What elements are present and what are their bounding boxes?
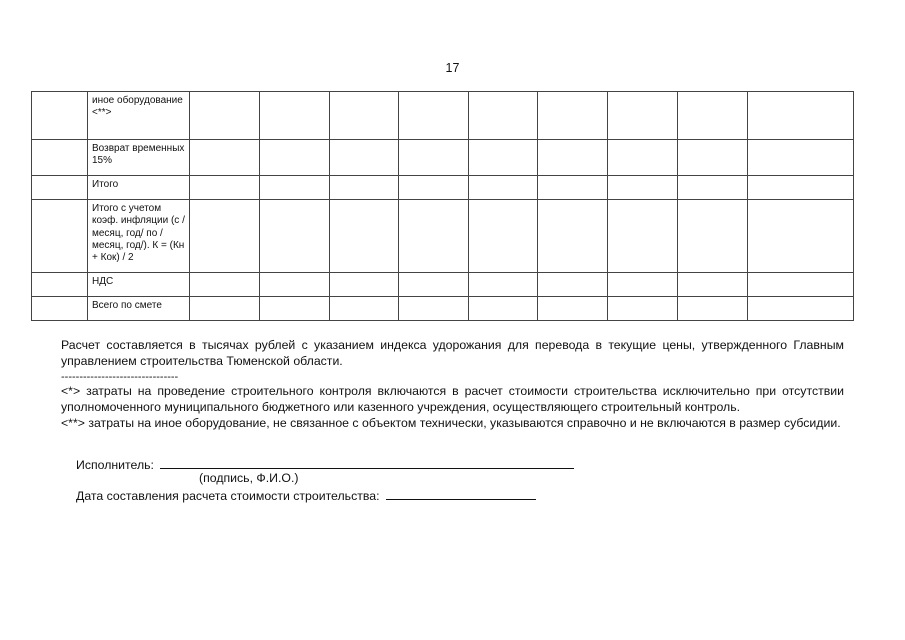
- table-row: [32, 200, 854, 273]
- value-cell: [399, 200, 469, 273]
- row-label: НДС: [88, 273, 190, 297]
- value-cell: [748, 92, 854, 140]
- page-number: 17: [445, 61, 460, 75]
- estimate-table: [31, 91, 854, 321]
- value-cell: [608, 176, 678, 200]
- value-cell: [678, 176, 748, 200]
- executor-row: [76, 456, 574, 473]
- row-number-cell: [32, 273, 88, 297]
- value-cell: [190, 200, 260, 273]
- value-cell: [399, 176, 469, 200]
- value-cell: [538, 200, 608, 273]
- value-cell: [538, 176, 608, 200]
- value-cell: [748, 140, 854, 176]
- footnote-2: <**> затраты на иное оборудование, не связанное с объектом технически, указываются справочно и не включаются в размер субсидии.: [61, 416, 841, 431]
- value-cell: [469, 200, 538, 273]
- value-cell: [678, 92, 748, 140]
- executor-hint: (подпись, Ф.И.О.): [199, 471, 299, 485]
- value-cell: [399, 140, 469, 176]
- value-cell: [678, 297, 748, 321]
- value-cell: [469, 297, 538, 321]
- value-cell: [608, 297, 678, 321]
- value-cell: [608, 200, 678, 273]
- value-cell: [399, 273, 469, 297]
- table-row: [32, 273, 854, 297]
- value-cell: [190, 92, 260, 140]
- value-cell: [608, 273, 678, 297]
- row-label: Итого с учетом коэф. инфляции (с /месяц, год/ по /месяц, год/). К = (Кн + Кок) / 2: [88, 200, 190, 273]
- row-label: Итого: [88, 176, 190, 200]
- value-cell: [678, 273, 748, 297]
- row-label: Возврат временных 15%: [88, 140, 190, 176]
- value-cell: [330, 200, 399, 273]
- footnote-separator: --------------------------------: [61, 370, 179, 383]
- notes-block: [61, 337, 844, 431]
- row-label: Всего по смете: [88, 297, 190, 321]
- value-cell: [260, 92, 330, 140]
- value-cell: [538, 273, 608, 297]
- footnote-1: <*> затраты на проведение строительного контроля включаются в расчет стоимости строительства исключительно при отсутствии уполномоченного муниципального бюджетного или казенного учреждения, осуществляющего строительный контроль.: [61, 383, 844, 414]
- value-cell: [190, 297, 260, 321]
- row-number-cell: [32, 200, 88, 273]
- table-row: [32, 297, 854, 321]
- value-cell: [538, 140, 608, 176]
- value-cell: [330, 140, 399, 176]
- value-cell: [190, 273, 260, 297]
- row-label: иное оборудование <**>: [88, 92, 190, 140]
- value-cell: [469, 273, 538, 297]
- date-label: Дата составления расчета стоимости строительства:: [76, 489, 380, 503]
- value-cell: [260, 200, 330, 273]
- value-cell: [538, 92, 608, 140]
- value-cell: [260, 297, 330, 321]
- value-cell: [399, 297, 469, 321]
- value-cell: [330, 273, 399, 297]
- executor-signature-line: [160, 456, 574, 469]
- value-cell: [260, 140, 330, 176]
- value-cell: [748, 297, 854, 321]
- value-cell: [190, 176, 260, 200]
- value-cell: [469, 140, 538, 176]
- value-cell: [538, 297, 608, 321]
- table-row: [32, 176, 854, 200]
- executor-label: Исполнитель:: [76, 458, 154, 472]
- value-cell: [608, 92, 678, 140]
- value-cell: [678, 140, 748, 176]
- row-number-cell: [32, 297, 88, 321]
- value-cell: [469, 92, 538, 140]
- row-number-cell: [32, 176, 88, 200]
- value-cell: [608, 140, 678, 176]
- value-cell: [190, 140, 260, 176]
- row-number-cell: [32, 140, 88, 176]
- value-cell: [748, 176, 854, 200]
- row-number-cell: [32, 92, 88, 140]
- value-cell: [678, 200, 748, 273]
- value-cell: [260, 176, 330, 200]
- note-main: Расчет составляется в тысячах рублей с указанием индекса удорожания для перевода в текущие цены, утвержденного Главным управлением строительства Тюменской области.: [61, 338, 844, 369]
- value-cell: [469, 176, 538, 200]
- date-row: [76, 487, 536, 504]
- value-cell: [330, 297, 399, 321]
- date-line: [386, 487, 536, 500]
- table-row: [32, 92, 854, 140]
- value-cell: [399, 92, 469, 140]
- table-row: [32, 140, 854, 176]
- value-cell: [260, 273, 330, 297]
- value-cell: [748, 200, 854, 273]
- value-cell: [330, 176, 399, 200]
- value-cell: [748, 273, 854, 297]
- value-cell: [330, 92, 399, 140]
